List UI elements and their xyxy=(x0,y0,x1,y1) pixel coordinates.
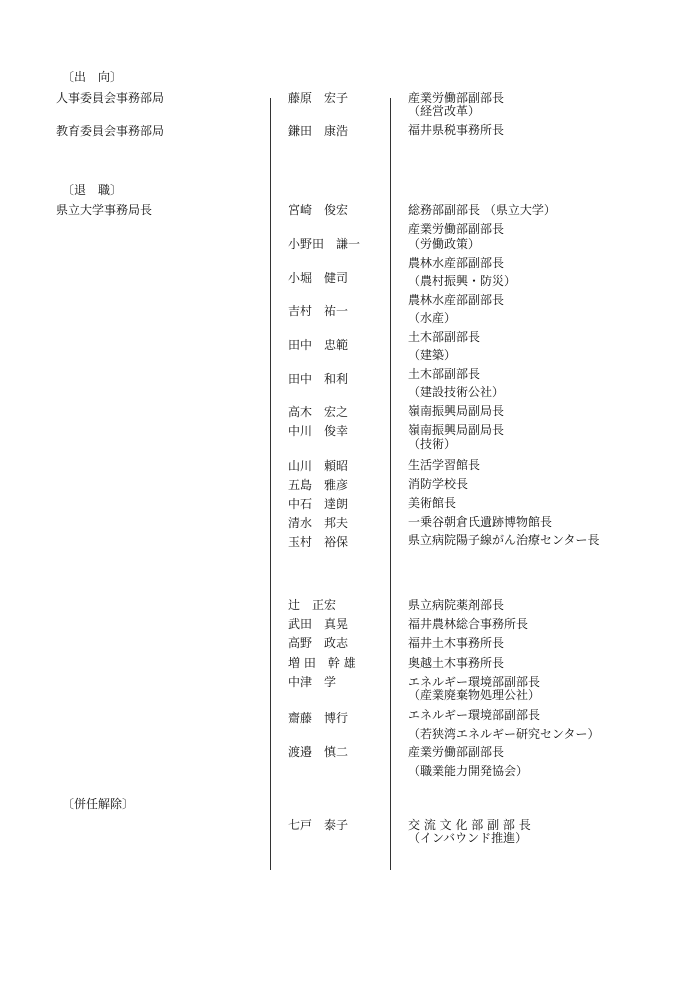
position-title: 福井農林総合事務所長 xyxy=(408,617,529,631)
person-name: 中津 学 xyxy=(288,675,337,689)
person-name: 辻 正宏 xyxy=(288,598,337,612)
position-title: 嶺南振興局副局長 xyxy=(408,423,505,437)
position-detail: （水産） xyxy=(408,311,457,325)
position-detail: （農村振興・防災） xyxy=(408,274,517,288)
position-title: 土木部副部長 xyxy=(408,330,481,344)
person-name: 田中 忠範 xyxy=(288,338,349,352)
person-name: 七戸 泰子 xyxy=(288,818,349,832)
position-title: 美術館長 xyxy=(408,496,457,510)
person-name: 中川 俊幸 xyxy=(288,424,349,438)
column-divider-right xyxy=(390,98,391,870)
position-title: 交 流 文 化 部 副 部 長 xyxy=(408,818,531,832)
person-name: 吉村 祐一 xyxy=(288,304,349,318)
section-heading-retirement: 〔退 職〕 xyxy=(62,183,123,197)
position-detail: （若狭湾エネルギー研究センター） xyxy=(408,727,600,741)
position-title: 総務部副部長 （県立大学） xyxy=(408,203,556,217)
source-department: 人事委員会事務部局 xyxy=(56,91,165,105)
position-title: 県立病院薬剤部長 xyxy=(408,598,505,612)
position-title: 奥越土木事務所長 xyxy=(408,656,505,670)
person-name: 宮崎 俊宏 xyxy=(288,203,349,217)
person-name: 小堀 健司 xyxy=(288,271,349,285)
person-name: 高木 宏之 xyxy=(288,405,349,419)
source-department: 教育委員会事務部局 xyxy=(56,124,165,138)
person-name: 増 田 幹 雄 xyxy=(288,656,356,670)
position-detail: （インバウンド推進） xyxy=(408,831,528,845)
column-divider-left xyxy=(270,98,271,870)
position-title: 県立病院陽子線がん治療センター長 xyxy=(408,533,600,547)
person-name: 中石 達朗 xyxy=(288,497,349,511)
position-detail: （建設技術公社） xyxy=(408,385,505,399)
position-title: エネルギー環境部副部長 xyxy=(408,675,541,689)
person-name: 小野田 謙一 xyxy=(288,237,361,251)
position-title: 産業労働部副部長 xyxy=(408,745,505,759)
person-name: 武田 真晃 xyxy=(288,617,349,631)
position-detail: （建築） xyxy=(408,348,457,362)
person-name: 藤原 宏子 xyxy=(288,91,349,105)
position-detail: （産業廃棄物処理公社） xyxy=(408,688,541,702)
position-detail: （経営改革） xyxy=(408,104,481,118)
source-department: 県立大学事務局長 xyxy=(56,203,153,217)
position-title: 生活学習館長 xyxy=(408,458,481,472)
person-name: 清水 邦夫 xyxy=(288,516,349,530)
position-detail: （技術） xyxy=(408,437,457,451)
position-title: エネルギー環境部副部長 xyxy=(408,708,541,722)
person-name: 山川 頼昭 xyxy=(288,459,349,473)
position-title: 福井県税事務所長 xyxy=(408,123,505,137)
section-heading-secondment: 〔出 向〕 xyxy=(62,70,123,84)
position-title: 農林水産部副部長 xyxy=(408,256,505,270)
position-title: 福井土木事務所長 xyxy=(408,636,505,650)
position-title: 産業労働部副部長 xyxy=(408,222,505,236)
person-name: 鎌田 康浩 xyxy=(288,124,349,138)
position-title: 土木部副部長 xyxy=(408,367,481,381)
person-name: 田中 和利 xyxy=(288,372,349,386)
person-name: 高野 政志 xyxy=(288,636,349,650)
position-title: 嶺南振興局副局長 xyxy=(408,404,505,418)
position-title: 消防学校長 xyxy=(408,477,469,491)
person-name: 渡邉 慎二 xyxy=(288,745,349,759)
position-detail: （労働政策） xyxy=(408,237,481,251)
position-detail: （職業能力開発協会） xyxy=(408,764,529,778)
person-name: 齋藤 博行 xyxy=(288,711,349,725)
person-name: 玉村 裕保 xyxy=(288,535,349,549)
person-name: 五島 雅彦 xyxy=(288,478,349,492)
position-title: 農林水産部副部長 xyxy=(408,293,505,307)
position-title: 産業労働部副部長 xyxy=(408,91,505,105)
section-heading-concurrent: 〔併任解除〕 xyxy=(62,797,135,811)
position-title: 一乗谷朝倉氏遺跡博物館長 xyxy=(408,515,553,529)
